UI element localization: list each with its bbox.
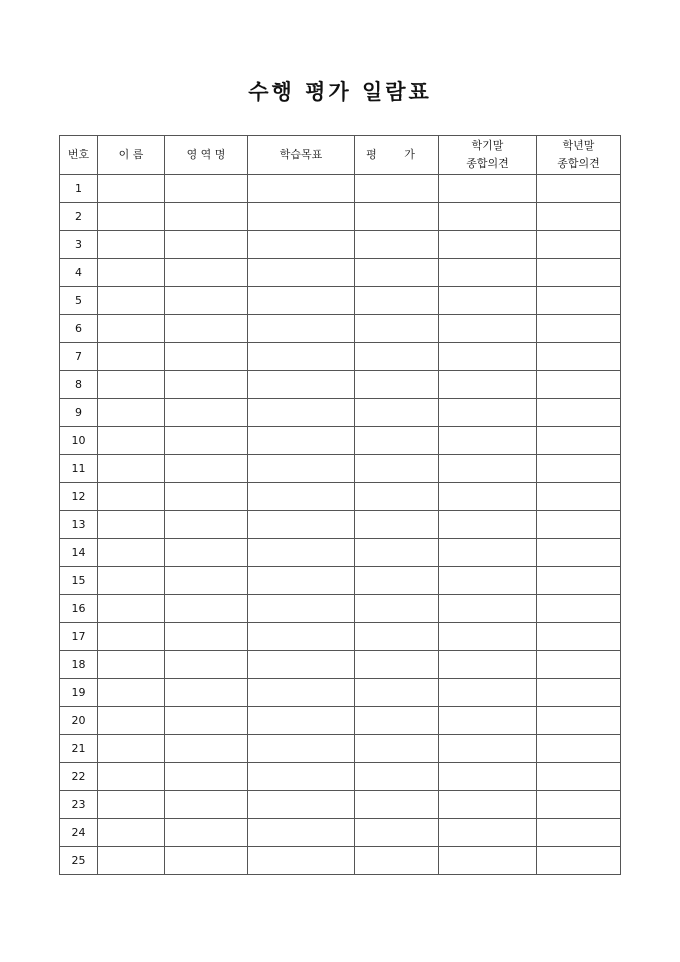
row-number-cell: 18: [60, 651, 98, 679]
objective-cell[interactable]: [248, 371, 355, 399]
semester-opinion-cell[interactable]: [439, 679, 537, 707]
row-number-cell: 7: [60, 343, 98, 371]
objective-cell[interactable]: [248, 707, 355, 735]
name-cell[interactable]: [98, 819, 165, 847]
year-opinion-cell[interactable]: [537, 847, 621, 875]
objective-cell[interactable]: [248, 539, 355, 567]
area-cell[interactable]: [165, 371, 248, 399]
year-opinion-cell[interactable]: [537, 763, 621, 791]
evaluation-cell[interactable]: [355, 343, 439, 371]
evaluation-cell[interactable]: [355, 371, 439, 399]
area-cell[interactable]: [165, 595, 248, 623]
objective-cell[interactable]: [248, 763, 355, 791]
header-semester-line2: 종합의견: [466, 157, 509, 170]
evaluation-cell[interactable]: [355, 735, 439, 763]
area-cell[interactable]: [165, 231, 248, 259]
objective-cell[interactable]: [248, 595, 355, 623]
semester-opinion-cell[interactable]: [439, 651, 537, 679]
semester-opinion-cell[interactable]: [439, 231, 537, 259]
objective-cell[interactable]: [248, 399, 355, 427]
header-name: [98, 136, 165, 175]
row-number-cell: 12: [60, 483, 98, 511]
name-cell[interactable]: [98, 511, 165, 539]
year-opinion-cell[interactable]: [537, 455, 621, 483]
name-cell[interactable]: [98, 455, 165, 483]
row-number-cell: 19: [60, 679, 98, 707]
evaluation-cell[interactable]: [355, 483, 439, 511]
evaluation-cell[interactable]: [355, 259, 439, 287]
year-opinion-cell[interactable]: [537, 539, 621, 567]
semester-opinion-cell[interactable]: [439, 287, 537, 315]
year-opinion-cell[interactable]: [537, 231, 621, 259]
semester-opinion-cell[interactable]: [439, 399, 537, 427]
table-row: [60, 763, 621, 791]
table-row: [60, 539, 621, 567]
year-opinion-cell[interactable]: [537, 175, 621, 203]
semester-opinion-cell[interactable]: [439, 483, 537, 511]
header-evaluation-label: 평 가: [366, 148, 427, 161]
semester-opinion-cell[interactable]: [439, 343, 537, 371]
table-row: [60, 819, 621, 847]
row-number-cell: 3: [60, 231, 98, 259]
row-number-cell: 5: [60, 287, 98, 315]
year-opinion-cell[interactable]: [537, 427, 621, 455]
table-row: [60, 175, 621, 203]
table-row: [60, 567, 621, 595]
semester-opinion-cell[interactable]: [439, 623, 537, 651]
year-opinion-cell[interactable]: [537, 371, 621, 399]
semester-opinion-cell[interactable]: [439, 819, 537, 847]
semester-opinion-cell[interactable]: [439, 539, 537, 567]
row-number-cell: 11: [60, 455, 98, 483]
row-number-cell: 15: [60, 567, 98, 595]
area-cell[interactable]: [165, 511, 248, 539]
table-row: [60, 259, 621, 287]
evaluation-cell[interactable]: [355, 567, 439, 595]
evaluation-cell[interactable]: [355, 231, 439, 259]
name-cell[interactable]: [98, 623, 165, 651]
table-body: [60, 175, 621, 875]
semester-opinion-cell[interactable]: [439, 371, 537, 399]
year-opinion-cell[interactable]: [537, 259, 621, 287]
evaluation-cell[interactable]: [355, 315, 439, 343]
area-cell[interactable]: [165, 735, 248, 763]
name-cell[interactable]: [98, 343, 165, 371]
objective-cell[interactable]: [248, 567, 355, 595]
row-number-cell: 13: [60, 511, 98, 539]
semester-opinion-cell[interactable]: [439, 455, 537, 483]
year-opinion-cell[interactable]: [537, 483, 621, 511]
year-opinion-cell[interactable]: [537, 819, 621, 847]
evaluation-cell[interactable]: [355, 707, 439, 735]
row-number-cell: 10: [60, 427, 98, 455]
objective-cell[interactable]: [248, 819, 355, 847]
objective-cell[interactable]: [248, 343, 355, 371]
objective-cell[interactable]: [248, 315, 355, 343]
table-row: [60, 791, 621, 819]
semester-opinion-cell[interactable]: [439, 791, 537, 819]
objective-cell[interactable]: [248, 791, 355, 819]
name-cell[interactable]: [98, 595, 165, 623]
semester-opinion-cell[interactable]: [439, 595, 537, 623]
objective-cell[interactable]: [248, 203, 355, 231]
table-row: [60, 707, 621, 735]
table-row: [60, 203, 621, 231]
semester-opinion-cell[interactable]: [439, 567, 537, 595]
semester-opinion-cell[interactable]: [439, 427, 537, 455]
year-opinion-cell[interactable]: [537, 707, 621, 735]
year-opinion-cell[interactable]: [537, 567, 621, 595]
row-number-cell: 16: [60, 595, 98, 623]
name-cell[interactable]: [98, 791, 165, 819]
name-cell[interactable]: [98, 567, 165, 595]
name-cell[interactable]: [98, 427, 165, 455]
row-number-cell: 4: [60, 259, 98, 287]
area-cell[interactable]: [165, 651, 248, 679]
name-cell[interactable]: [98, 539, 165, 567]
evaluation-cell[interactable]: [355, 203, 439, 231]
semester-opinion-cell[interactable]: [439, 847, 537, 875]
evaluation-cell[interactable]: [355, 175, 439, 203]
row-number-cell: 22: [60, 763, 98, 791]
area-cell[interactable]: [165, 539, 248, 567]
name-cell[interactable]: [98, 371, 165, 399]
year-opinion-cell[interactable]: [537, 595, 621, 623]
table-row: [60, 483, 621, 511]
name-cell[interactable]: [98, 287, 165, 315]
name-cell[interactable]: [98, 763, 165, 791]
year-opinion-cell[interactable]: [537, 679, 621, 707]
row-number-cell: 21: [60, 735, 98, 763]
area-cell[interactable]: [165, 623, 248, 651]
evaluation-cell[interactable]: [355, 539, 439, 567]
area-cell[interactable]: [165, 427, 248, 455]
name-cell[interactable]: [98, 259, 165, 287]
table-row: [60, 679, 621, 707]
header-year-line1: 학년말: [562, 139, 595, 152]
name-cell[interactable]: [98, 651, 165, 679]
semester-opinion-cell[interactable]: [439, 259, 537, 287]
header-year-line2: 종합의견: [557, 157, 600, 170]
year-opinion-cell[interactable]: [537, 651, 621, 679]
header-row: [60, 136, 621, 175]
table-row: [60, 427, 621, 455]
header-year-opinion: [537, 136, 621, 175]
area-cell[interactable]: [165, 259, 248, 287]
year-opinion-cell[interactable]: [537, 343, 621, 371]
table-row: [60, 315, 621, 343]
name-cell[interactable]: [98, 203, 165, 231]
name-cell[interactable]: [98, 399, 165, 427]
objective-cell[interactable]: [248, 735, 355, 763]
year-opinion-cell[interactable]: [537, 623, 621, 651]
row-number-cell: 25: [60, 847, 98, 875]
evaluation-cell[interactable]: [355, 763, 439, 791]
semester-opinion-cell[interactable]: [439, 763, 537, 791]
area-cell[interactable]: [165, 791, 248, 819]
semester-opinion-cell[interactable]: [439, 203, 537, 231]
row-number-cell: 8: [60, 371, 98, 399]
evaluation-cell[interactable]: [355, 595, 439, 623]
header-evaluation: [355, 136, 439, 175]
name-cell[interactable]: [98, 707, 165, 735]
area-cell[interactable]: [165, 455, 248, 483]
area-cell[interactable]: [165, 287, 248, 315]
area-cell[interactable]: [165, 847, 248, 875]
table-row: [60, 595, 621, 623]
objective-cell[interactable]: [248, 231, 355, 259]
evaluation-cell[interactable]: [355, 623, 439, 651]
header-area: [165, 136, 248, 175]
row-number-cell: 20: [60, 707, 98, 735]
objective-cell[interactable]: [248, 483, 355, 511]
name-cell[interactable]: [98, 315, 165, 343]
year-opinion-cell[interactable]: [537, 791, 621, 819]
area-cell[interactable]: [165, 679, 248, 707]
header-number: 번호: [60, 136, 98, 175]
year-opinion-cell[interactable]: [537, 203, 621, 231]
objective-cell[interactable]: [248, 287, 355, 315]
row-number-cell: 24: [60, 819, 98, 847]
row-number-cell: 1: [60, 175, 98, 203]
evaluation-cell[interactable]: [355, 679, 439, 707]
objective-cell[interactable]: [248, 679, 355, 707]
table-row: [60, 651, 621, 679]
name-cell[interactable]: [98, 735, 165, 763]
year-opinion-cell[interactable]: [537, 735, 621, 763]
header-objective: 학습목표: [248, 136, 355, 175]
year-opinion-cell[interactable]: [537, 315, 621, 343]
evaluation-cell[interactable]: [355, 791, 439, 819]
evaluation-cell[interactable]: [355, 427, 439, 455]
evaluation-cell[interactable]: [355, 287, 439, 315]
semester-opinion-cell[interactable]: [439, 511, 537, 539]
year-opinion-cell[interactable]: [537, 287, 621, 315]
evaluation-cell[interactable]: [355, 819, 439, 847]
name-cell[interactable]: [98, 483, 165, 511]
evaluation-cell[interactable]: [355, 651, 439, 679]
objective-cell[interactable]: [248, 455, 355, 483]
row-number-cell: 17: [60, 623, 98, 651]
evaluation-cell[interactable]: [355, 511, 439, 539]
evaluation-cell[interactable]: [355, 847, 439, 875]
area-cell[interactable]: [165, 483, 248, 511]
row-number-cell: 9: [60, 399, 98, 427]
area-cell[interactable]: [165, 707, 248, 735]
header-semester-line1: 학기말: [471, 139, 504, 152]
table-row: [60, 847, 621, 875]
year-opinion-cell[interactable]: [537, 511, 621, 539]
evaluation-cell[interactable]: [355, 455, 439, 483]
header-name-label: 이 름: [118, 148, 144, 161]
name-cell[interactable]: [98, 847, 165, 875]
table-row: [60, 511, 621, 539]
semester-opinion-cell[interactable]: [439, 175, 537, 203]
table-row: [60, 455, 621, 483]
objective-cell[interactable]: [248, 651, 355, 679]
header-semester-opinion: [439, 136, 537, 175]
document-title: 수행 평가 일람표: [248, 79, 432, 104]
table-row: [60, 399, 621, 427]
evaluation-table: [59, 135, 621, 875]
area-cell[interactable]: [165, 763, 248, 791]
name-cell[interactable]: [98, 231, 165, 259]
name-cell[interactable]: [98, 175, 165, 203]
objective-cell[interactable]: [248, 175, 355, 203]
table-row: [60, 623, 621, 651]
semester-opinion-cell[interactable]: [439, 707, 537, 735]
objective-cell[interactable]: [248, 259, 355, 287]
area-cell[interactable]: [165, 399, 248, 427]
area-cell[interactable]: [165, 315, 248, 343]
table-row: [60, 343, 621, 371]
area-cell[interactable]: [165, 819, 248, 847]
row-number-cell: 2: [60, 203, 98, 231]
header-area-label: 영 역 명: [186, 148, 226, 161]
year-opinion-cell[interactable]: [537, 399, 621, 427]
objective-cell[interactable]: [248, 847, 355, 875]
area-cell[interactable]: [165, 175, 248, 203]
semester-opinion-cell[interactable]: [439, 315, 537, 343]
area-cell[interactable]: [165, 343, 248, 371]
objective-cell[interactable]: [248, 511, 355, 539]
table-row: [60, 287, 621, 315]
area-cell[interactable]: [165, 203, 248, 231]
table-row: [60, 231, 621, 259]
row-number-cell: 23: [60, 791, 98, 819]
row-number-cell: 6: [60, 315, 98, 343]
table-row: [60, 371, 621, 399]
objective-cell[interactable]: [248, 623, 355, 651]
row-number-cell: 14: [60, 539, 98, 567]
semester-opinion-cell[interactable]: [439, 735, 537, 763]
objective-cell[interactable]: [248, 427, 355, 455]
evaluation-cell[interactable]: [355, 399, 439, 427]
table-row: [60, 735, 621, 763]
area-cell[interactable]: [165, 567, 248, 595]
name-cell[interactable]: [98, 679, 165, 707]
